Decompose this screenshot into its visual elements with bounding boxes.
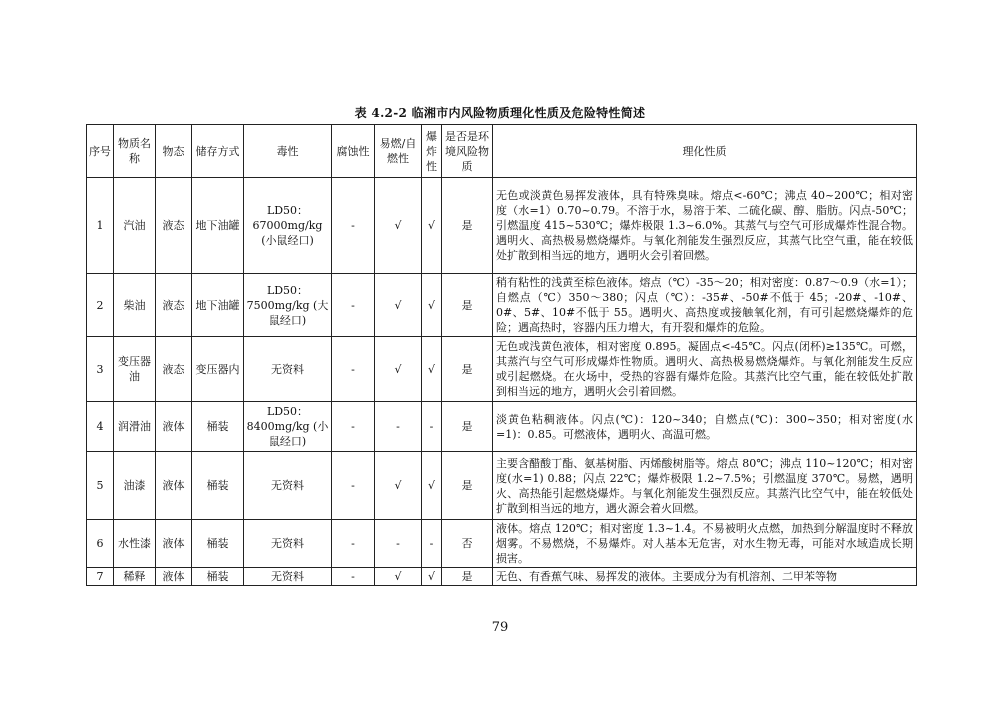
cell-flammable: √ (375, 452, 422, 520)
cell-serial: 2 (87, 274, 114, 337)
cell-toxicity: LD50：8400mg/kg (小鼠经口) (244, 402, 332, 452)
cell-env-risk: 否 (442, 520, 493, 568)
header-substance-name: 物质名称 (114, 125, 156, 178)
header-env-risk: 是否是环境风险物质 (442, 125, 493, 178)
cell-explosive: - (422, 402, 442, 452)
cell-properties: 主要含醋酸丁酯、氨基树脂、丙烯酸树脂等。熔点 80℃；沸点 110~120℃；相对密度(水=1) 0.88；闪点 22℃；爆炸极限 1.2~7.5%；引燃温度 370℃。易燃，遇明火、高热能引起燃烧爆炸。与氧化剂能发生强烈反应。其蒸汽比空气中，能在较低处扩散到相当远的地方，遇火源会着火回燃。 (493, 452, 917, 520)
cell-storage: 桶装 (192, 452, 244, 520)
cell-explosive: √ (422, 568, 442, 586)
page-number: 79 (491, 620, 509, 635)
table-row (87, 452, 917, 520)
cell-state: 液态 (156, 337, 192, 402)
cell-env-risk: 是 (442, 178, 493, 274)
cell-substance-name: 水性漆 (114, 520, 156, 568)
cell-corrosive: - (332, 520, 375, 568)
table-header-row (87, 125, 917, 178)
cell-storage: 桶装 (192, 520, 244, 568)
cell-substance-name: 稀释 (114, 568, 156, 586)
cell-state: 液体 (156, 520, 192, 568)
cell-explosive: - (422, 520, 442, 568)
cell-corrosive: - (332, 337, 375, 402)
cell-storage: 地下油罐 (192, 274, 244, 337)
cell-flammable: - (375, 402, 422, 452)
table-row (87, 337, 917, 402)
cell-properties: 无色、有香蕉气味、易挥发的液体。主要成分为有机溶剂、二甲苯等物 (493, 568, 917, 586)
cell-toxicity: 无资料 (244, 452, 332, 520)
cell-state: 液态 (156, 178, 192, 274)
cell-storage: 桶装 (192, 402, 244, 452)
cell-corrosive: - (332, 274, 375, 337)
cell-serial: 3 (87, 337, 114, 402)
cell-env-risk: 是 (442, 337, 493, 402)
cell-substance-name: 汽油 (114, 178, 156, 274)
header-serial: 序号 (87, 125, 114, 178)
cell-flammable: √ (375, 568, 422, 586)
cell-toxicity: 无资料 (244, 337, 332, 402)
table-caption: 表 4.2-2 临湘市内风险物质理化性质及危险特性简述 (354, 106, 646, 120)
cell-state: 液体 (156, 452, 192, 520)
cell-toxicity: LD50：67000mg/kg (小鼠经口) (244, 178, 332, 274)
cell-substance-name: 润滑油 (114, 402, 156, 452)
cell-state: 液体 (156, 402, 192, 452)
cell-properties: 液体。熔点 120℃；相对密度 1.3~1.4。不易被明火点燃，加热到分解温度时不释放烟雾。不易燃烧，不易爆炸。对人基本无危害，对水生物无毒，可能对水域造成长期损害。 (493, 520, 917, 568)
cell-serial: 7 (87, 568, 114, 586)
cell-env-risk: 是 (442, 274, 493, 337)
cell-explosive: √ (422, 452, 442, 520)
table-row (87, 178, 917, 274)
header-storage: 储存方式 (192, 125, 244, 178)
cell-properties: 稍有粘性的浅黄至棕色液体。熔点（℃）-35～20；相对密度：0.87～0.9（水=1）；自燃点（℃）350～380；闪点（℃）：-35#、-50#不低于 45；-20#、-10#、0#、5#、10#不低于 55。遇明火、高热度或接触氧化剂，有可引起燃烧爆炸的危险；遇高热时，容器内压力增大，有开裂和爆炸的危险。 (493, 274, 917, 337)
header-toxicity: 毒性 (244, 125, 332, 178)
cell-explosive: √ (422, 178, 442, 274)
table-row (87, 402, 917, 452)
cell-serial: 1 (87, 178, 114, 274)
cell-properties: 淡黄色粘稠液体。闪点(℃)：120~340；自燃点(℃)：300~350；相对密度(水=1)：0.85。可燃液体，遇明火、高温可燃。 (493, 402, 917, 452)
cell-serial: 5 (87, 452, 114, 520)
cell-properties: 无色或淡黄色易挥发液体，具有特殊臭味。熔点<-60℃；沸点 40~200℃；相对密度（水=1）0.70~0.79。不溶于水，易溶于苯、二硫化碳、醇、脂肪。闪点-50℃；引燃温度 415~530℃；爆炸极限 1.3~6.0%。其蒸气与空气可形成爆炸性混合物。遇明火、高热极易燃烧爆炸。与氧化剂能发生强烈反应，其蒸气比空气重，能在较低处扩散到相当远的地方，遇明火会引着回燃。 (493, 178, 917, 274)
cell-toxicity: LD50：7500mg/kg (大鼠经口) (244, 274, 332, 337)
cell-toxicity: 无资料 (244, 520, 332, 568)
cell-flammable: √ (375, 274, 422, 337)
cell-state: 液态 (156, 274, 192, 337)
cell-substance-name: 柴油 (114, 274, 156, 337)
cell-env-risk: 是 (442, 402, 493, 452)
cell-corrosive: - (332, 178, 375, 274)
cell-corrosive: - (332, 568, 375, 586)
table-row (87, 520, 917, 568)
cell-flammable: - (375, 520, 422, 568)
cell-storage: 变压器内 (192, 337, 244, 402)
cell-properties: 无色或浅黄色液体，相对密度 0.895。凝固点<-45℃。闪点(闭杯)≥135℃。可燃，其蒸汽与空气可形成爆炸性物质。遇明火、高热极易燃烧爆炸。与氧化剂能发生反应或引起燃烧。在火场中，受热的容器有爆炸危险。其蒸汽比空气重，能在较低处扩散到相当远的地方，遇明火会引着回燃。 (493, 337, 917, 402)
cell-toxicity: 无资料 (244, 568, 332, 586)
cell-env-risk: 是 (442, 568, 493, 586)
cell-serial: 4 (87, 402, 114, 452)
header-explosive: 爆炸性 (422, 125, 442, 178)
cell-storage: 桶装 (192, 568, 244, 586)
cell-env-risk: 是 (442, 452, 493, 520)
cell-explosive: √ (422, 274, 442, 337)
cell-corrosive: - (332, 452, 375, 520)
table-row (87, 568, 917, 586)
cell-storage: 地下油罐 (192, 178, 244, 274)
cell-corrosive: - (332, 402, 375, 452)
header-corrosive: 腐蚀性 (332, 125, 375, 178)
table-row (87, 274, 917, 337)
hazard-properties-table (86, 124, 917, 586)
cell-flammable: √ (375, 178, 422, 274)
cell-substance-name: 变压器油 (114, 337, 156, 402)
cell-substance-name: 油漆 (114, 452, 156, 520)
header-state: 物态 (156, 125, 192, 178)
header-properties: 理化性质 (493, 125, 917, 178)
cell-explosive: √ (422, 337, 442, 402)
header-flammable: 易燃/自燃性 (375, 125, 422, 178)
cell-flammable: √ (375, 337, 422, 402)
cell-serial: 6 (87, 520, 114, 568)
cell-state: 液体 (156, 568, 192, 586)
